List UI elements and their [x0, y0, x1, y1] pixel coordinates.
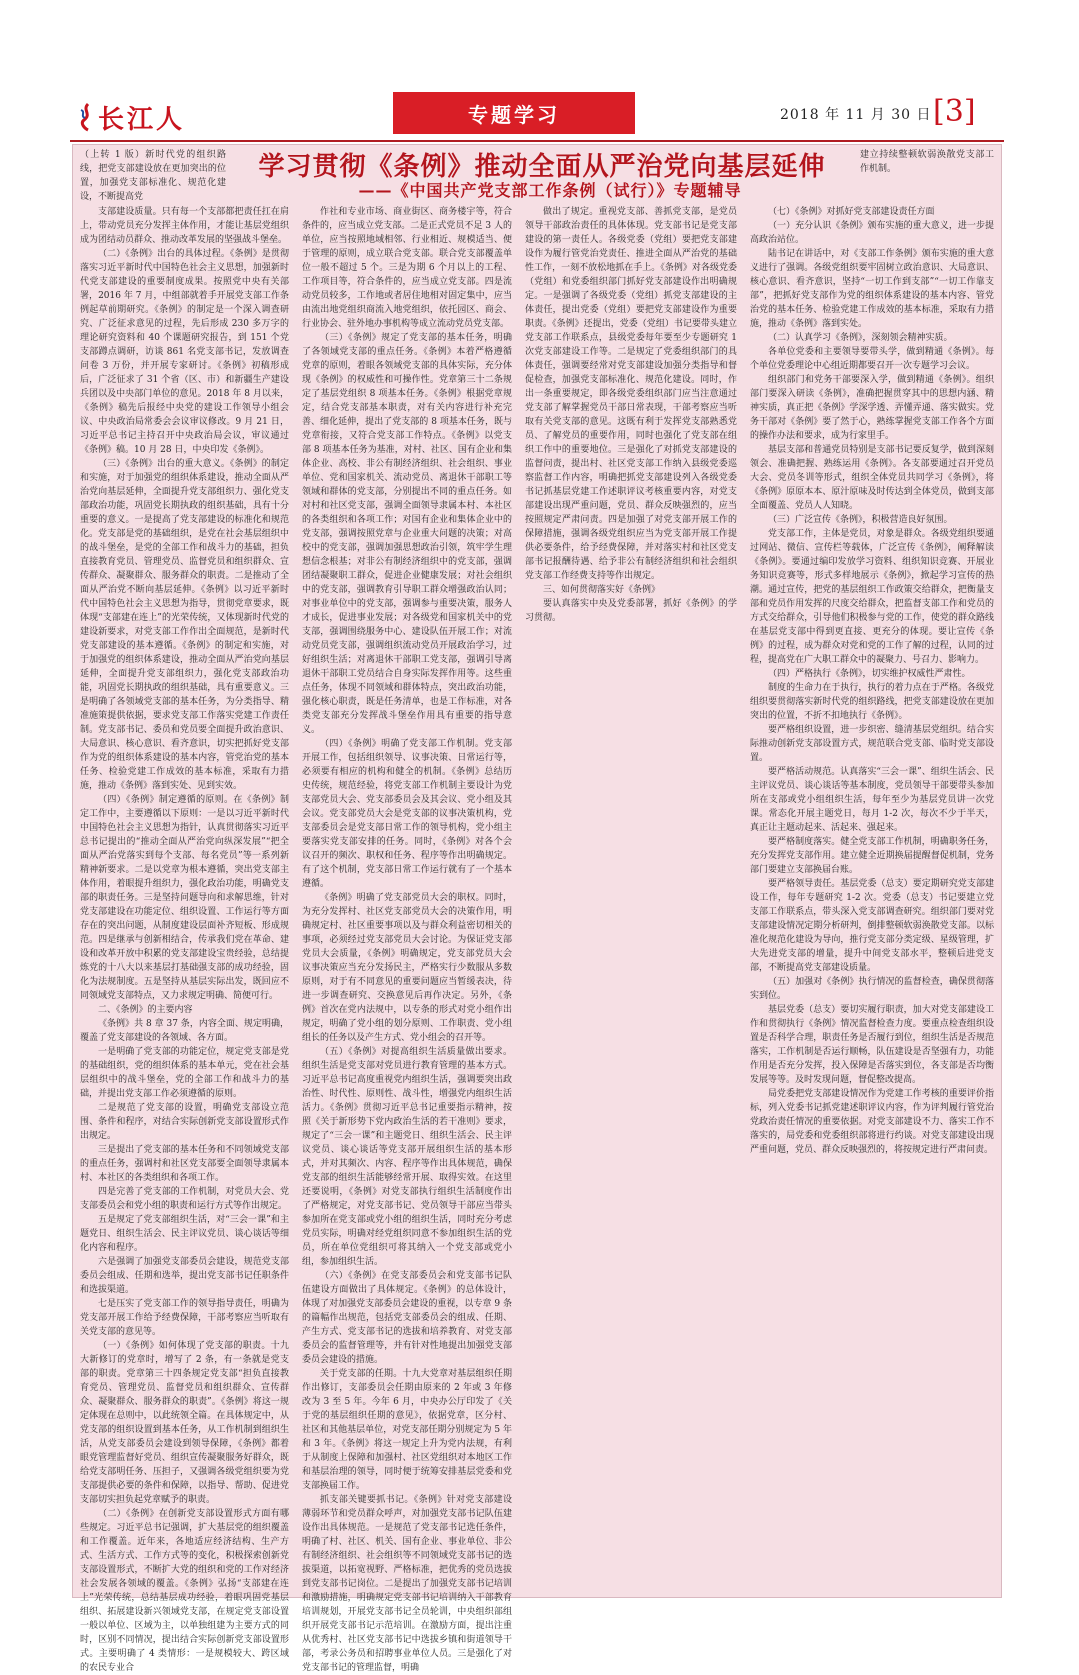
paragraph: 二、《条例》的主要内容 [98, 1005, 193, 1015]
paragraph: 党支部工作，主体是党员，对象是群众。各级党组织要通过网站、微信、宣传栏等载体，广泛宣传《条例》，阐释解读《条例》。要通过编印发放学习资料、组织知识竞赛、开展业务知识竞赛等，形式多样地展示《条例》，掀起学习宣传的热潮。通过宣传，把党的基层组织工作政策交给群众，把衡量支部和党员作用发挥的尺度交给群众，把监督支部工作和党员的方式交给群众，引导他们积极参与党的工作，使党的群众路线在基层党支部中得到更直接、更充分的体现。要让宣传《条例》的过程，成为群众对党和党的工作了解的过程，认同的过程，提高党在广大职工群众中的凝聚力、号召力、影响力。 [750, 529, 994, 665]
article-title: 学习贯彻《条例》推动全面从严治党向基层延伸 [258, 152, 826, 182]
paragraph: （三）《条例》规定了党支部的基本任务，明确了各领域党支部的重点任务。《条例》本着严格遵循党章的原则，着眼各领域党支部的具体实际，充分体现《条例》的权威性和可操作性。党章第三十二条规定了基层党组织 8 项基本任务。《条例》根据党章规定，结合党支部基本职责，对有关内容进行补充完善、细化延伸，提出了党支部的 8 项基本任务，既与党章衔接，又符合党支部工作特点。《条例》以党支部 8 项基本任务为基准，对村、社区、国有企业和集体企业、高校、非公有制经济组织、社会组织、事业单位、党和国家机关、流动党员、离退休干部职工等领域和群体的党支部，分别提出不同的重点任务。如对村和社区党支部，强调全面领导隶属本村、本社区的各类组织和各项工作；对国有企业和集体企业中的党支部，强调按照党章与企业重大问题的决策；对高校中的党支部，强调加强思想政治引领，筑牢学生理想信念根基；对非公有制经济组织中的党支部，强调团结凝聚职工群众，促进企业健康发展；对社会组织中的党支部，强调教育引导职工群众增强政治认同；对事业单位中的党支部，强调参与重要决策，服务人才成长，促进事业发展；对各级党和国家机关中的党支部，强调围绕服务中心、建设队伍开展工作；对流动党员党支部，强调组织流动党员开展政治学习，过好组织生活；对离退休干部职工党支部，强调引导离退休干部职工党员结合自身实际发挥作用等。这些重点任务，体现不同领域和群体特点，突出政治功能，强化核心职责，既是任务清单，也是工作标准，对各类党支部充分发挥战斗堡垒作用具有重要的指导意义。 [302, 333, 512, 735]
paragraph: 各单位党委和主要领导要带头学，做到精通《条例》。每个单位党委理论中心组近期都要召开一次专题学习会议。 [750, 347, 994, 371]
paragraph: 作社和专业市场、商业街区、商务楼宇等，符合条件的，应当成立党支部。二是正式党员不足 3 人的单位，应当按照地域相邻、行业相近、规模适当、便于管理的原则，成立联合党支部。联合党支部覆盖单位一般不超过 5 个。三是为期 6 个月以上的工程、工作项目等，符合条件的，应当成立党支部。四是流动党员较多，工作地或者居住地相对固定集中，应当由流出地党组织商流入地党组织，依托园区、商会、行业协会、驻外地办事机构等成立流动党员党支部。 [302, 207, 512, 329]
paragraph: （四）严格执行《条例》，切实维护权威性严肃性。 [768, 669, 971, 679]
header-rule [70, 140, 1004, 142]
paragraph: （三）《条例》出台的重大意义。《条例》的制定和实施，对于加强党的组织体系建设，推动全面从严治党向基层延伸，全面提升党支部组织力、强化党支部政治功能，巩固党长期执政的组织基础，具有十分重要的意义。一是提高了党支部建设的标准化和规范化。党支部是党的基础组织，是党在社会基层组织中的战斗堡垒，是党的全部工作和战斗力的基础，担负直接教育党员、管理党员、监督党员和组织群众、宣传群众、凝聚群众、服务群众的职责。二是推动了全面从严治党不断向基层延伸。《条例》以习近平新时代中国特色社会主义思想为指导，贯彻党章要求，既体现“支部建在连上”的光荣传统，又体现新时代党的建设新要求，对党支部工作作出全面规范，是新时代党支部建设的基本遵循。《条例》的制定和实施，对于加强党的组织体系建设，推动全面从严治党向基层延伸，全面提升党支部组织力，强化党支部政治功能，巩固党长期执政的组织基础，具有重要意义。三是明确了各领域党支部的基本任务，为分类指导、精准施策提供依据，要求党支部工作落实党建工作责任制。党支部书记、委员和党员要全面提升政治意识、大局意识、核心意识、看齐意识，切实把抓好党支部作为党的组织体系建设的基本内容，管党治党的基本任务、检验党建工作成效的基本标准，采取有力措施，推动《条例》落到实处、见到实效。 [80, 459, 289, 791]
paragraph: 要严格制度落实。健全党支部工作机制，明确职务任务，充分发挥党支部作用。建立健全近期换届提醒督促机制，党务部门要建立支部换届台账。 [750, 837, 994, 875]
paragraph: （三）广泛宣传《条例》，积极营造良好氛围。 [768, 515, 953, 525]
paragraph: 做出了规定。重视党支部、善抓党支部，是党员领导干部政治责任的具体体现。党支部书记是党支部建设的第一责任人。各级党委（党组）要把党支部建设作为履行管党治党责任、推进全面从严治党的基础性工作，一刻不放松地抓在手上。《条例》对各级党委（党组）和党委组织部门抓好党支部建设作出明确规定。一是强调了各级党委（党组）抓党支部建设的主体责任，提出党委（党组）要把党支部建设作为重要职责。《条例》还提出，党委（党组）书记要带头建立党支部工作联系点，县级党委每年要至少专题研究 1 次党支部建设工作等。二是规定了党委组织部门的具体责任，强调要经常对党支部建设加强分类指导和督促检查，加强党支部标准化、规范化建设。同时，作出一条重要规定，即各级党委组织部门应当注意通过党支部了解掌握党员干部日常表现，干部考察应当听取有关党支部的意见。这既有利于发挥党支部熟悉党员、了解党员的重要作用，同时也强化了党支部在组织工作中的重要地位。三是强化了对抓党支部建设的监督问责，提出村、社区党支部工作纳入县级党委巡察监督工作内容，明确把抓党支部建设列入各级党委书记抓基层党建工作述职评议考核重要内容，对党支部建设出现严重问题，党员、群众反映强烈的，应当按照规定严肃问责。四是加强了对党支部开展工作的保障措施，强调各级党组织应当为党支部开展工作提供必要条件，给予经费保障，并对落实村和社区党支部书记报酬待遇、给予非公有制经济组织和社会组织党支部工作经费支持等作出规定。 [525, 207, 737, 581]
paragraph: （五）加强对《条例》执行情况的监督检查，确保贯彻落实到位。 [750, 977, 994, 1001]
paragraph: （二）《条例》出台的具体过程。《条例》是贯彻落实习近平新时代中国特色社会主义思想，加强新时代党支部建设的重要制度成果。按照党中央有关部署，2016 年 7 月，中组部就着手开展党支部工作条例起草前期研究。《条例》的制定是一个深入调查研究、广泛征求意见的过程，先后形成 230 多万字的理论研究资料和 40 个课题研究报告，到 151 个党支部蹲点调研，访谈 861 名党支部书记，发放调查问卷 3 万份，并开展专家研讨。《条例》初稿形成后，广泛征求了 31 个省（区、市）和新疆生产建设兵团以及中央部门单位的意见。2018 年 8 月以来，《条例》稿先后报经中央党的建设工作领导小组会议、中央政治局常委会会议审议修改。9 月 21 日，习近平总书记主持召开中央政治局会议，审议通过《条例》稿。10 月 28 日，中央印发《条例》。 [80, 249, 289, 455]
issue-date: 2018 年 11 月 30 日 [780, 107, 932, 123]
paragraph: （四）《条例》明确了党支部工作机制。党支部开展工作，包括组织领导、议事决策、日常运行等，必须要有相应的机构和健全的机制。《条例》总结历史传统，规范经验，将党支部工作机制主要设计为党支部党员大会、党支部委员会及其会议、党小组及其会议。党支部党员大会是党支部的议事决策机构，党支部委员会是党支部日常工作的领导机构，党小组主要落实党支部安排的任务。同时，《条例》对各个会议召开的频次、职权和任务、程序等作出明确规定。有了这个机制，党支部日常工作运行就有了一个基本遵循。 [302, 739, 512, 889]
newspaper-logo [78, 98, 185, 136]
paragraph: 抓支部关键要抓书记。《条例》针对党支部建设薄弱环节和党员群众呼声，对加强党支部书记队伍建设作出具体规范。一是规范了党支部书记选任条件，明确了村、社区、机关、国有企业、事业单位、非公有制经济组织、社会组织等不同领域党支部书记的选拔渠道，以拓宽视野、严格标准，把优秀的党员选拔到党支部书记岗位。二是提出了加强党支部书记培训和激励措施，明确规定党支部书记培训纳入干部教育培训规划，开展党支部书记全员轮训，中央组织部组织开展党支部书记示范培训。在激励方面，提出注重从优秀村、社区党支部书记中选拔乡镇和街道领导干部，考录公务员和招聘事业单位人员。三是强化了对党支部书记的管理监督，明确 [302, 1495, 512, 1673]
paragraph: 关于党支部的任期。十九大党章对基层组织任期作出修订，支部委员会任期由原来的 2 年或 3 年修改为 3 至 5 年。今年 6 月，中央办公厅印发了《关于党的基层组织任期的意见》，依据党章，区分村、社区和其他基层单位，对党支部任期分别规定为 5 年和 3 年。《条例》将这一规定上升为党内法规，有利于从制度上保障和加强村、社区党组织对本地区工作和基层治理的领导，同时便于统筹安排基层党委和党支部换届工作。 [302, 1369, 512, 1491]
paragraph: 要认真落实中央及党委部署，抓好《条例》的学习贯彻。 [525, 599, 737, 623]
paragraph: 组织部门和党务干部要深入学，做到精通《条例》。组织部门要深入研读《条例》，准确把握贯穿其中的思想内涵、精神实质，真正把《条例》学深学透、弄懂弄通、落实做实。党务干部对《条例》要了然于心，熟练掌握党支部工作各个方面的操作办法和要求，成为行家里手。 [750, 375, 994, 441]
paragraph: 要严格活动规范。认真落实“三会一课”、组织生活会、民主评议党员、谈心谈话等基本制度，党员领导干部要带头参加所在支部或党小组组织生活，每年至少为基层党员讲一次党课。常态化开展主题党日，每月 1-2 次，每次不少于半天，真正让主题动起来、活起来、强起来。 [750, 767, 994, 833]
paragraph: 《条例》明确了党支部党员大会的职权。同时，为充分发挥村、社区党支部党员大会的决策作用，明确规定村、社区重要事项以及与群众利益密切相关的事项，必须经过党支部党员大会讨论。为保证党支部党员大会质量，《条例》明确规定，党支部党员大会议事决策应当充分发扬民主，严格实行少数服从多数原则，对于有不同意见的重要问题应当暂缓表决，待进一步调查研究、交换意见后再作决定。另外，《条例》首次在党内法规中，以专条的形式对党小组作出规定，明确了党小组的划分原则、工作职责、党小组组长的任务以及产生方式、党小组会的召开等。 [302, 893, 512, 1043]
paragraph: 支部建设质量。只有每一个支部都把责任扛在肩上，带动党员充分发挥主体作用，才能让基层党组织成为团结动员群众、推动改革发展的坚强战斗堡垒。 [80, 207, 289, 245]
paragraph: 陆书记在讲话中，对《支部工作条例》颁布实施的重大意义进行了强调。各级党组织要牢固树立政治意识、大局意识、核心意识、看齐意识，坚持“一切工作到支部”“一切工作靠支部”，把抓好党支部作为党的组织体系建设的基本内容、管党治党的基本任务、检验党建工作成效的基本标准，采取有力措施，推动《条例》落到实处。 [750, 249, 994, 329]
text-column-1 [80, 205, 289, 1673]
section-title: 专题学习 [393, 92, 635, 134]
paragraph: 三、如何贯彻落实好《条例》 [543, 585, 661, 595]
paragraph: 《条例》共 8 章 37 条，内容全面、规定明确，覆盖了党支部建设的各领域、各方面。 [80, 1019, 289, 1043]
lead-text: 建立持续整顿软弱涣散党支部工作机制。 [860, 150, 994, 174]
paragraph: 五是规定了党支部组织生活，对“三会一课”和主题党日、组织生活会、民主评议党员、谈心谈话等细化内容和程序。 [80, 1215, 289, 1253]
paragraph: 基层支部和普通党员特别是支部书记要反复学，做到深刻领会、准确把握、熟练运用《条例》。各支部要通过召开党员大会、党员冬训等形式，组织全体党员共同学习《条例》，将《条例》原原本本、原汁原味及时传达到全体党员，做到支部全面覆盖、党员人人知晓。 [750, 445, 994, 511]
paragraph: （五）《条例》对提高组织生活质量做出要求。组织生活是党支部对党员进行教育管理的基本方式。习近平总书记高度重视党内组织生活，强调要突出政治性、时代性、原则性、战斗性，增强党内组织生活活力。《条例》贯彻习近平总书记重要指示精神，按照《关于新形势下党内政治生活的若干准则》要求，规定了“三会一课”和主题党日、组织生活会、民主评议党员、谈心谈话等党支部开展组织生活的基本形式，并对其频次、内容、程序等作出具体规范，确保党支部的组织生活能够经常开展、取得实效。在这里还要说明，《条例》对党支部执行组织生活制度作出了严格规定，对党支部书记、党员领导干部应当带头参加所在党支部或党小组的组织生活，同时充分考虑党员实际，明确对经党组织同意不参加组织生活的党员，所在单位党组织可将其纳入一个党支部或党小组，参加组织生活。 [302, 1047, 512, 1267]
text-column-4 [750, 205, 994, 1590]
paragraph: 六是强调了加强党支部委员会建设，规范党支部委员会组成、任期和选举，提出党支部书记任职条件和选拔渠道。 [80, 1257, 289, 1295]
paragraph: 要严格组织设置，进一步织密、缝清基层党组织。结合实际推动创新党支部设置方式，规范联合党支部、临时党支部设置。 [750, 725, 994, 763]
page-number: [3] [933, 94, 976, 129]
paragraph: 要严格领导责任。基层党委（总支）要定期研究党支部建设工作，每年专题研究 1-2 次。党委（总支）书记要建立党支部工作联系点，带头深入党支部调查研究。组织部门要对党支部建设情况定期分析研判，倒排整顿软弱涣散党支部。以标准化规范化建设为导向，推行党支部分类定级、星级管理，扩大先进党支部的增量，提升中间党支部水平，整顿后进党支部，不断提高党支部建设质量。 [750, 879, 994, 973]
paragraph: 四是完善了党支部的工作机制，对党员大会、党支部委员会和党小组的职责和运行方式等作出规定。 [80, 1187, 289, 1211]
lead-text: （上转 1 版）新时代党的组织路线，把党支部建设放在更加突出的位置，加强党支部标准化、规范化建设，不断提高党 [80, 150, 226, 202]
paragraph: 局党委把党支部建设情况作为党建工作考核的重要评价指标，列入党委书记抓党建述职评议内容，作为评判履行管党治党政治责任情况的重要依据。对党支部建设不力、落实工作不落实的，局党委和党委组织部将进行约谈。对党支部建设出现严重问题，党员、群众反映强烈的，将按规定进行严肃问责。 [750, 1089, 994, 1155]
lead-paragraph-col4 [860, 148, 994, 204]
text-column-3 [525, 205, 737, 1590]
paragraph: （七）《条例》对抓好党支部建设责任方面 [768, 207, 935, 217]
paragraph: （二）《条例》在创新党支部设置形式方面有哪些规定。习近平总书记强调，扩大基层党的组织覆盖和工作覆盖。近年来，各地适应经济结构、生产方式、生活方式、工作方式等的变化，积极探索创新党支部设置形式，不断扩大党的组织和党的工作对经济社会发展各领域的覆盖。《条例》弘扬“支部建在连上”光荣传统，总结基层成功经验，着眼巩固党基层组织、拓展建设新兴领域党支部，在规定党支部设置一般以单位、区域为主，以单独组建为主要方式的同时，区别不同情况，提出结合实际创新党支部设置形式。主要明确了 4 类情形：一是规模较大、跨区域的农民专业合 [80, 1509, 289, 1673]
lead-paragraph-col1 [80, 148, 226, 204]
paragraph: 一是明确了党支部的功能定位，规定党支部是党的基础组织，党的组织体系的基本单元，党在社会基层组织中的战斗堡垒，党的全部工作和战斗力的基础，并提出党支部工作必须遵循的原则。 [80, 1047, 289, 1099]
masthead [0, 0, 1079, 150]
paragraph: 基层党委（总支）要切实履行职责，加大对党支部建设工作和贯彻执行《条例》情况监督检查力度。要重点检查组织设置是否科学合理，职责任务是否履行到位，组织生活是否规范落实，工作机制是否运行顺畅，队伍建设是否坚强有力，功能作用是否充分发挥，投入保障是否落实到位，各支部是否均衡发展等等。及时发现问题，督促整改提高。 [750, 1005, 994, 1085]
river-logo-icon [78, 102, 94, 132]
logo-text: 长江人 [98, 104, 186, 135]
paragraph: （六）《条例》在党支部委员会和党支部书记队伍建设方面做出了具体规定。《条例》的总体设计，体现了对加强党支部委员会建设的重视，以专章 9 条的篇幅作出规范，包括党支部委员会的组成、任期、产生方式、党支部书记的选拔和培养教育、对党支部委员会的监督管理等，并有针对性地提出加强党支部委员会建设的措施。 [302, 1271, 512, 1365]
paragraph: 三是提出了党支部的基本任务和不同领域党支部的重点任务，强调村和社区党支部要全面领导隶属本村、本社区的各类组织和各项工作。 [80, 1145, 289, 1183]
paragraph: 制度的生命力在于执行，执行的着力点在于严格。各级党组织要贯彻落实新时代党的组织路线，把党支部建设放在更加突出的位置，不折不扣地执行《条例》。 [750, 683, 994, 721]
text-column-2 [302, 205, 512, 1673]
article-subtitle: ——《中国共产党支部工作条例（试行）》专题辅导 [358, 181, 742, 200]
paragraph: （一）充分认识《条例》颁布实施的重大意义，进一步提高政治站位。 [750, 221, 994, 245]
paragraph: （二）认真学习《条例》，深刻领会精神实质。 [768, 333, 953, 343]
paragraph: 七是压实了党支部工作的领导指导责任，明确为党支部开展工作给予经费保障，干部考察应当听取有关党支部的意见等。 [80, 1299, 289, 1337]
paragraph: （四）《条例》制定遵循的原则。在《条例》制定工作中，主要遵循以下原则：一是以习近平新时代中国特色社会主义思想为指针，认真贯彻落实习近平总书记提出的“推动全面从严治党向纵深发展”“把全面从严治党落实到每个支部、每名党员”等一系列新精神新要求。二是以党章为根本遵循，突出党支部主体作用，着眼提升组织力，强化政治功能，明确党支部的职责任务。三是坚持问题导向和求解思维，针对党支部建设在功能定位、组织设置、工作运行等方面存在的突出问题，从制度建设层面补齐短板、形成规范。四是继承与创新相结合，传承我们党在革命、建设和改革开放中积累的党支部建设宝贵经验，总结提炼党的十八大以来基层打基础强支部的成功经验，固化为法规制度。五是坚持从基层实际出发，既回应不同领域党支部特点，又力求规定明确、简便可行。 [80, 795, 289, 1001]
paragraph: 二是规范了党支部的设置，明确党支部设立范围、条件和程序，对结合实际创新党支部设置形式作出规定。 [80, 1103, 289, 1141]
paragraph: （一）《条例》如何体现了党支部的职责。十九大新修订的党章时，增写了 2 条，有一条就是党支部的职责。党章第三十四条规定党支部“担负直接教育党员、管理党员、监督党员和组织群众、宣传群众、凝聚群众、服务群众的职责”。《条例》将这一规定体现在总则中，以此统领全篇。在具体规定中，从党支部的组织设置到基本任务，从工作机制到组织生活，从党支部委员会建设到领导保障，《条例》都着眼党管理监督好党员、组织宣传凝聚服务好群众，既给党支部明任务、压担子，又强调各级党组织要为党支部提供必要的条件和保障，以指导、帮助、促进党支部切实担负起党章赋予的职责。 [80, 1341, 289, 1505]
